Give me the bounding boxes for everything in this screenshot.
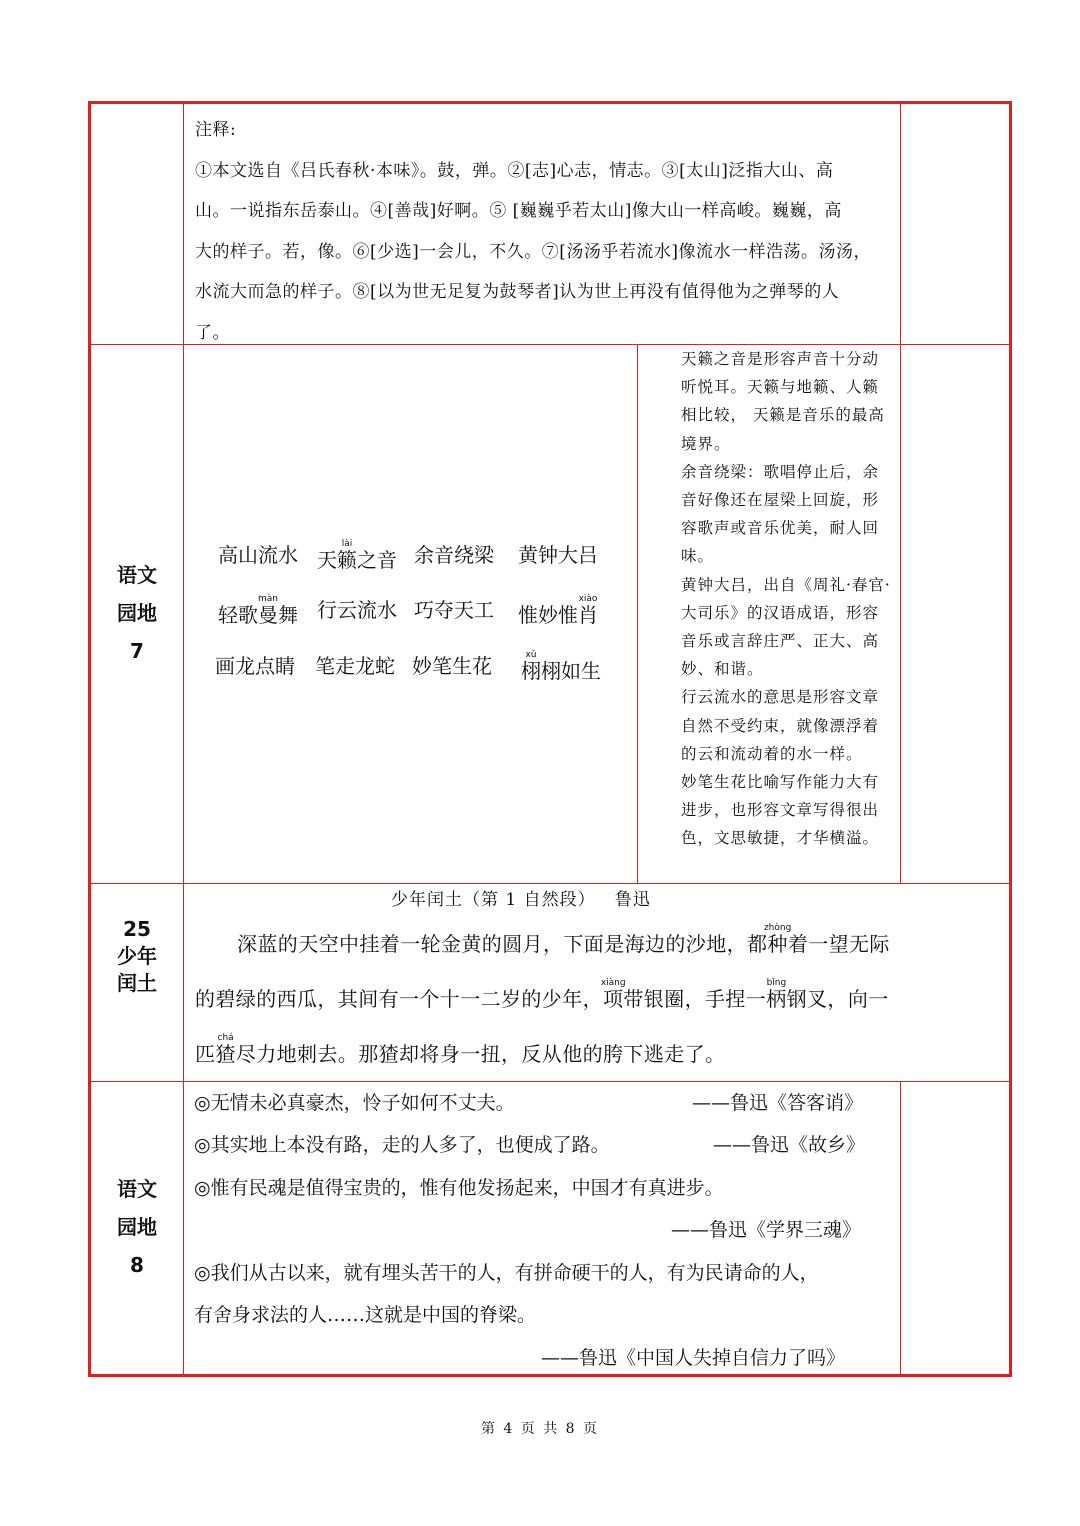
explanation-paragraph: 妙笔生花比喻写作能力大有进步，也形容文章写得很出色，文思敏捷，才华横溢。 (681, 773, 880, 848)
story-text: 钢 (786, 987, 808, 1011)
pinyin-annotation: bǐng (766, 978, 787, 988)
section-label-line: 闰土 (117, 971, 157, 995)
story-text: 叉，向一匹 (195, 987, 889, 1066)
story-text: 深蓝的天空中挂着一轮金黄的圆月，下面是海边的沙地，都 (237, 932, 768, 956)
idiom-item: 行云流水 (317, 598, 397, 622)
notes-line: ①本文选自《吕氏春秋·本味》。鼓，弹。②[志]心志，情志。③[太山]泛指大山、高 (195, 160, 834, 181)
idiom-item: 轻歌曼màn舞 (218, 594, 298, 627)
notes-line: 山。一说指东岳泰山。④[善哉]好啊。⑤ [巍巍乎若太山]像大山一样高峻。巍巍，高 (195, 201, 842, 221)
section-label-line: 园地 (117, 1215, 157, 1239)
explanation-paragraph: 黄钟大吕，出自《周礼·春官·大司乐》的汉语成语，形容音乐或言辞庄严、正大、高妙、和谐。 (681, 575, 891, 679)
page-footer: 第 4 页 共 8 页 (480, 1421, 600, 1437)
pinyin-annotation: xiàng (600, 978, 626, 988)
pinyin-annotation: xǔ (521, 650, 541, 660)
story-text: 尽力地刺去。那猹却将身一扭，反从他的胯下逃走了。 (235, 1042, 726, 1066)
section-label-line: 语文 (117, 1177, 157, 1201)
explanation-paragraph: 余音绕梁：歌唱停止后，余音好像还在屋梁上回旋，形容歌声或音乐优美，耐人回味。 (681, 462, 880, 566)
idiom-item: 栩xǔ栩如生 (521, 650, 601, 683)
story-text: 着一望 (787, 932, 850, 956)
idiom-item: 天籁lài之音 (317, 539, 397, 572)
notes-line: 了。 (195, 322, 230, 343)
notes-line: 大的样子。若，像。⑥[少选]一会儿，不久。⑦[汤汤乎若流水]像流水一样浩荡。汤汤， (195, 241, 872, 262)
pinyin-annotation: zhòng (763, 923, 792, 933)
story-text: 猹 (215, 1042, 236, 1066)
story-title: 少年闰土（第 1 自然段） 鲁迅 (391, 890, 651, 910)
quote-source: ——鲁迅《学界三魂》 (671, 1219, 862, 1241)
story-text: 项 (600, 987, 626, 1011)
explanation-paragraph: 行云流水的意思是形容文章自然不受约束，就像漂浮着的云和流动着的水一样。 (681, 688, 880, 763)
quote-line: ◎无情未必真豪杰，怜子如何不丈夫。 (194, 1092, 515, 1114)
pinyin-annotation: màn (258, 594, 278, 604)
idiom-item: 画龙点睛 (215, 654, 295, 678)
quote-line: 有舍身求法的人……这就是中国的脊梁。 (194, 1304, 537, 1326)
quote-source: ——鲁迅《答客诮》 (692, 1092, 864, 1114)
story-text: 带银圈，手捏一 (623, 987, 767, 1011)
quote-line: ◎惟有民魂是值得宝贵的，惟有他发扬起来，中国才有真进步。 (194, 1177, 724, 1199)
pinyin-annotation: xiào (578, 594, 598, 604)
story-text: 种 (763, 932, 792, 956)
quote-line: ◎其实地上本没有路，走的人多了，也便成了路。 (194, 1134, 610, 1156)
idiom-item: 惟妙惟肖xiào (518, 594, 598, 627)
quote-source: ——鲁迅《故乡》 (713, 1134, 866, 1156)
section-label-line: 少年 (117, 944, 157, 968)
pinyin-annotation: lài (337, 539, 357, 549)
idiom-item: 妙笔生花 (412, 654, 492, 678)
notes-heading: 注释: (195, 120, 237, 140)
section-label-line: 25 (123, 917, 151, 941)
section-label-line: 8 (130, 1253, 144, 1277)
notes-line: 水流大而急的样子。⑧[以为世无足复为鼓琴者]认为世上再没有值得他为之弹琴的人 (195, 282, 840, 302)
story-text: 柄 (766, 987, 787, 1011)
idiom-item: 余音绕梁 (414, 543, 494, 567)
study-sheet-table (88, 101, 1012, 1377)
explanation-paragraph: 天籁之音是形容声音十分动听悦耳。天籁与地籁、人籁相比较， 天籁是音乐的最高境界。 (681, 350, 885, 453)
idiom-item: 笔走龙蛇 (315, 654, 395, 678)
quote-line: ◎我们从古以来，就有埋头苦干的人，有拼命硬干的人，有为民请命的人， (194, 1262, 819, 1284)
section-label-line: 园地 (117, 601, 157, 625)
pinyin-annotation: chá (215, 1033, 236, 1043)
idiom-item: 巧夺天工 (414, 598, 494, 622)
idiom-item: 黄钟大吕 (518, 543, 598, 567)
idiom-item: 高山流水 (218, 543, 298, 567)
luxun-quotes (91, 104, 1009, 1374)
section-label-line: 7 (130, 639, 144, 663)
section-label-line: 语文 (117, 563, 157, 587)
quote-source: ——鲁迅《中国人失掉自信力了吗》 (541, 1347, 846, 1369)
story-text: 无际的碧绿的西瓜，其间有一个十一二岁的少年， (195, 932, 890, 1011)
